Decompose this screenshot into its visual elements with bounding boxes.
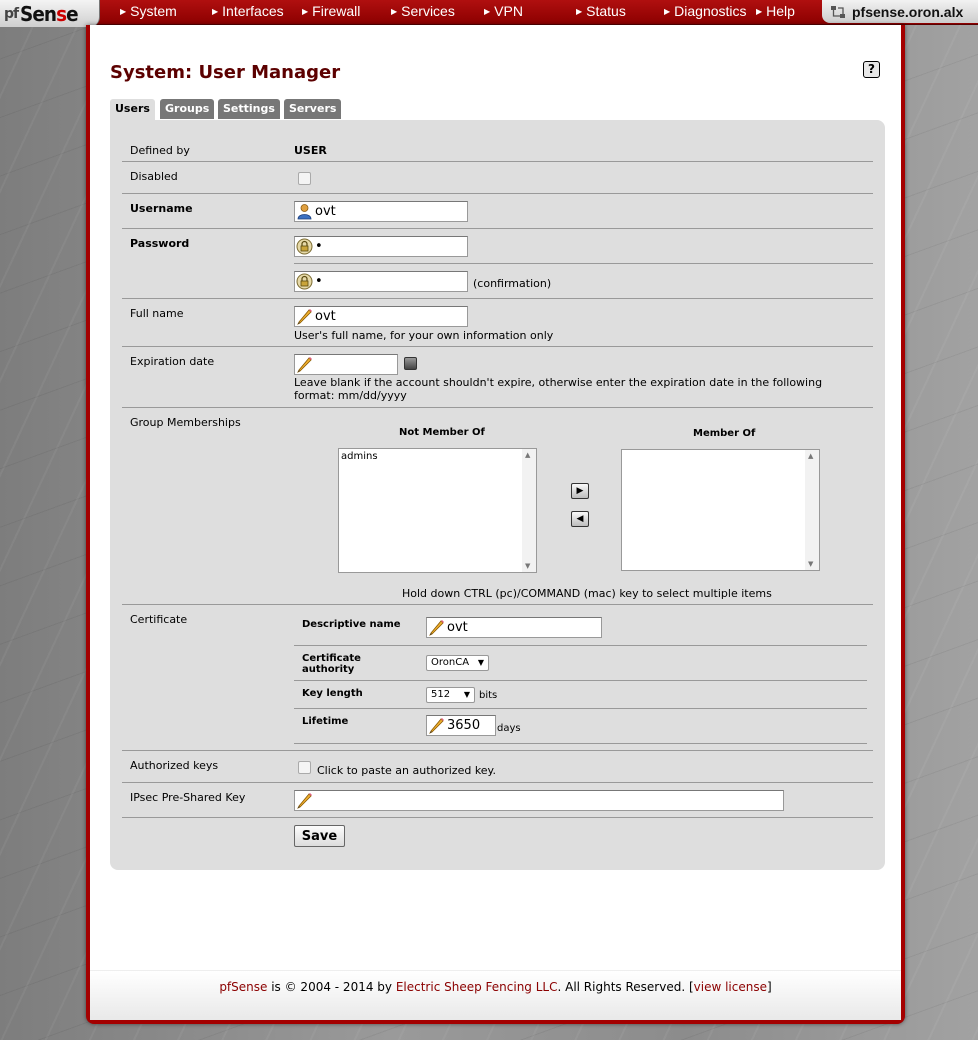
chevron-down-icon: ▼ bbox=[463, 690, 470, 699]
username-input[interactable] bbox=[294, 201, 468, 222]
pfsense-logo[interactable] bbox=[0, 0, 100, 27]
nav-arrow-icon: ▶ bbox=[212, 7, 219, 16]
member-listbox[interactable] bbox=[621, 449, 820, 571]
footer bbox=[90, 970, 901, 1020]
tab-users[interactable]: Users bbox=[110, 99, 155, 121]
expiration-note: Leave blank if the account shouldn't expire, otherwise enter the expiration date in the following format: mm/dd/yyyy bbox=[294, 376, 823, 402]
cert-ca-select[interactable] bbox=[426, 655, 489, 671]
divider bbox=[122, 228, 873, 229]
pencil-icon bbox=[428, 619, 445, 636]
nav-services[interactable] bbox=[391, 0, 455, 25]
divider bbox=[122, 193, 873, 194]
pencil-icon bbox=[428, 717, 445, 734]
nav-arrow-icon: ▶ bbox=[391, 7, 398, 16]
main-panel bbox=[86, 25, 905, 1024]
cert-lifetime-value: 3650 bbox=[447, 718, 481, 733]
logo-word bbox=[20, 2, 78, 26]
save-button[interactable]: Save bbox=[294, 825, 345, 847]
nav-system[interactable] bbox=[120, 0, 177, 25]
nav-help[interactable] bbox=[756, 0, 795, 25]
nav-vpn[interactable] bbox=[484, 0, 523, 25]
ipsec-psk-label: IPsec Pre-Shared Key bbox=[130, 791, 246, 804]
cert-descr-input[interactable] bbox=[426, 617, 602, 638]
nav-label: Help bbox=[766, 3, 795, 19]
nav-label: System bbox=[130, 3, 177, 19]
logo-word-end: e bbox=[66, 1, 78, 26]
divider bbox=[122, 407, 873, 408]
divider bbox=[294, 645, 867, 646]
nav-label: Diagnostics bbox=[674, 3, 747, 19]
password-label: Password bbox=[130, 237, 190, 250]
help-button[interactable]: ? bbox=[863, 61, 880, 78]
hostname-box[interactable] bbox=[822, 0, 978, 23]
cert-keylen-label: Key length bbox=[302, 688, 363, 699]
logo-prefix: pf bbox=[4, 5, 19, 22]
expiration-input[interactable] bbox=[294, 354, 398, 375]
fullname-input[interactable] bbox=[294, 306, 468, 327]
divider bbox=[294, 263, 873, 264]
fullname-label: Full name bbox=[130, 307, 184, 320]
pencil-icon bbox=[296, 308, 313, 325]
authorized-keys-label: Authorized keys bbox=[130, 759, 219, 772]
scrollbar[interactable] bbox=[805, 450, 819, 570]
nav-status[interactable] bbox=[576, 0, 626, 25]
nav-arrow-icon: ▶ bbox=[484, 7, 491, 16]
scroll-down-icon[interactable]: ▼ bbox=[525, 562, 531, 570]
authorized-keys-checkbox[interactable] bbox=[298, 761, 311, 774]
certificate-label: Certificate bbox=[130, 613, 188, 626]
logo-word-mid: s bbox=[56, 1, 67, 26]
move-to-not-member-button[interactable]: ◀ bbox=[571, 511, 589, 527]
divider bbox=[122, 346, 873, 347]
password-value: • bbox=[315, 239, 323, 254]
cert-descr-value: ovt bbox=[447, 620, 468, 635]
pencil-icon bbox=[296, 792, 313, 809]
not-member-header: Not Member Of bbox=[399, 427, 485, 438]
logo-word-start: Sen bbox=[20, 1, 57, 26]
nav-label: Firewall bbox=[312, 3, 361, 19]
nav-diagnostics[interactable] bbox=[664, 0, 747, 25]
cert-ca-value: OronCA bbox=[431, 657, 470, 668]
cert-keylen-value: 512 bbox=[431, 689, 451, 700]
divider bbox=[294, 708, 867, 709]
scroll-down-icon[interactable]: ▼ bbox=[808, 560, 814, 568]
divider bbox=[122, 604, 873, 605]
footer-brand: pfSense bbox=[219, 980, 268, 994]
page-title: System: User Manager bbox=[110, 62, 341, 83]
nav-arrow-icon: ▶ bbox=[756, 7, 763, 16]
cert-keylen-select[interactable] bbox=[426, 687, 475, 703]
defined-by-label: Defined by bbox=[130, 144, 190, 157]
nav-arrow-icon: ▶ bbox=[302, 7, 309, 16]
multi-select-hint: Hold down CTRL (pc)/COMMAND (mac) key to select multiple items bbox=[402, 587, 772, 600]
footer-rights: . All Rights Reserved. [ bbox=[557, 980, 694, 994]
divider bbox=[294, 743, 867, 744]
tab-settings[interactable]: Settings bbox=[218, 99, 280, 119]
nav-label: Status bbox=[586, 3, 626, 19]
cert-ca-label: Certificate authority bbox=[302, 653, 361, 675]
nav-label: VPN bbox=[494, 3, 523, 19]
tab-servers[interactable]: Servers bbox=[284, 99, 341, 119]
nav-interfaces[interactable] bbox=[212, 0, 284, 25]
keylen-unit: bits bbox=[479, 690, 498, 701]
username-value: ovt bbox=[315, 204, 336, 219]
scrollbar[interactable] bbox=[522, 449, 536, 572]
authorized-keys-note: Click to paste an authorized key. bbox=[317, 764, 496, 777]
network-icon bbox=[830, 4, 846, 20]
nav-arrow-icon: ▶ bbox=[664, 7, 671, 16]
defined-by-value: USER bbox=[294, 144, 327, 157]
expiration-label: Expiration date bbox=[130, 355, 215, 368]
pencil-icon bbox=[296, 356, 313, 373]
group-memberships-label: Group Memberships bbox=[130, 416, 241, 429]
cert-lifetime-input[interactable] bbox=[426, 715, 496, 736]
fullname-value: ovt bbox=[315, 309, 336, 324]
calendar-icon[interactable] bbox=[404, 357, 417, 370]
scroll-up-icon[interactable]: ▲ bbox=[808, 452, 814, 460]
password-input[interactable] bbox=[294, 236, 468, 257]
footer-company-link[interactable]: Electric Sheep Fencing LLC bbox=[395, 980, 558, 994]
confirmation-note: (confirmation) bbox=[473, 277, 552, 290]
nav-arrow-icon: ▶ bbox=[576, 7, 583, 16]
ipsec-psk-input[interactable] bbox=[294, 790, 784, 811]
password-confirm-input[interactable] bbox=[294, 271, 468, 292]
member-header: Member Of bbox=[693, 428, 756, 439]
top-navigation-bar bbox=[0, 0, 978, 25]
footer-license-link[interactable]: view license bbox=[693, 980, 767, 994]
divider bbox=[294, 680, 867, 681]
footer-copyright: is © 2004 - 2014 by bbox=[267, 980, 396, 994]
nav-label: Interfaces bbox=[222, 3, 284, 19]
list-item[interactable]: admins bbox=[341, 451, 378, 462]
lock-icon bbox=[296, 238, 313, 255]
divider bbox=[122, 782, 873, 783]
username-label: Username bbox=[130, 202, 193, 215]
chevron-down-icon: ▼ bbox=[477, 658, 484, 667]
user-form bbox=[110, 120, 885, 870]
nav-firewall[interactable] bbox=[302, 0, 360, 25]
cert-descr-label: Descriptive name bbox=[302, 619, 401, 630]
nav-label: Services bbox=[401, 3, 455, 19]
disabled-label: Disabled bbox=[130, 170, 178, 183]
password-confirm-value: • bbox=[315, 274, 323, 289]
hostname: pfsense.oron.alx bbox=[852, 3, 964, 20]
divider bbox=[122, 750, 873, 751]
not-member-listbox[interactable] bbox=[338, 448, 537, 573]
fullname-note: User's full name, for your own information only bbox=[294, 329, 554, 342]
divider bbox=[122, 817, 873, 818]
divider bbox=[122, 298, 873, 299]
lifetime-unit: days bbox=[497, 723, 521, 734]
tab-groups[interactable]: Groups bbox=[160, 99, 214, 119]
cert-lifetime-label: Lifetime bbox=[302, 716, 349, 727]
scroll-up-icon[interactable]: ▲ bbox=[525, 451, 531, 459]
footer-close: ] bbox=[766, 980, 772, 994]
disabled-checkbox[interactable] bbox=[298, 172, 311, 185]
divider bbox=[122, 161, 873, 162]
lock-icon bbox=[296, 273, 313, 290]
nav-arrow-icon: ▶ bbox=[120, 7, 127, 16]
user-icon bbox=[296, 203, 313, 220]
move-to-member-button[interactable]: ▶ bbox=[571, 483, 589, 499]
